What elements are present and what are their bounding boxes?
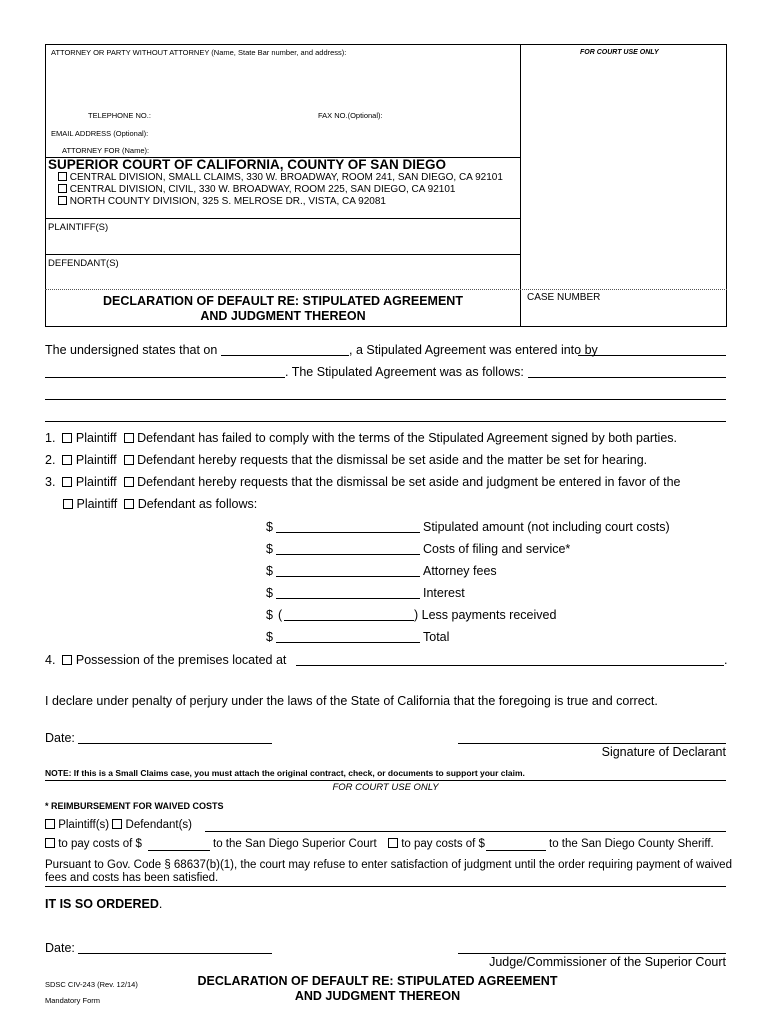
division-option-small-claims[interactable] xyxy=(58,172,503,183)
interest-field[interactable] xyxy=(276,598,420,599)
gov-code-text: Pursuant to Gov. Code § 68637(b)(1), the court may refuse to enter satisfaction of judgment until the order requiring payment of waived fees and costs has been satisfied. xyxy=(45,859,732,884)
plaintiff-checkbox[interactable] xyxy=(63,499,73,509)
costs-field[interactable] xyxy=(276,554,420,555)
checkbox[interactable] xyxy=(58,172,67,181)
pay-costs-label: to pay costs of $ xyxy=(401,838,485,850)
item-text: hereby requests that the dismissal be set aside and judgment be entered in favor of the xyxy=(198,475,681,489)
court-costs-field[interactable] xyxy=(148,850,210,851)
pay-costs-sheriff xyxy=(388,838,485,850)
defendant-label: Defendant xyxy=(137,475,195,489)
dollar-sign: $ xyxy=(266,564,273,578)
defendants-label: Defendant(s) xyxy=(125,819,193,831)
telephone-label: TELEPHONE NO.: xyxy=(88,111,151,120)
stipulated-amount-field[interactable] xyxy=(276,532,420,533)
doc-title xyxy=(46,294,520,324)
agreement-terms-field-1[interactable] xyxy=(528,377,726,378)
amount-label: ) Less payments received xyxy=(414,608,557,622)
plaintiffs-checkbox[interactable] xyxy=(45,819,55,829)
plaintiff-checkbox[interactable] xyxy=(62,433,72,443)
item-number: 3. xyxy=(45,475,56,489)
amount-label: Total xyxy=(423,630,450,644)
declaration-text: I declare under penalty of perjury under the laws of the State of California that the foregoing is true and correct. xyxy=(45,694,658,708)
signature-label: Signature of Declarant xyxy=(601,745,726,759)
judge-signature-field[interactable] xyxy=(458,953,726,954)
parties-field-2[interactable] xyxy=(45,377,285,378)
dollar-sign: $ xyxy=(266,542,273,556)
item-3 xyxy=(45,475,681,489)
defendant-checkbox[interactable] xyxy=(124,433,134,443)
court-use-only-label: FOR COURT USE ONLY xyxy=(332,782,439,793)
checkbox[interactable] xyxy=(58,196,67,205)
divider xyxy=(45,886,726,887)
ordered-text xyxy=(45,897,162,911)
item-2 xyxy=(45,453,647,467)
ordered-period: . xyxy=(158,897,163,911)
pay-costs-court xyxy=(45,838,142,850)
parties-field-1[interactable] xyxy=(578,355,726,356)
defendant-label: Defendant xyxy=(137,453,195,467)
dollar-sign: $ xyxy=(266,520,273,534)
pay-costs-court-tail: to the San Diego Superior Court xyxy=(213,838,377,850)
court-title: SUPERIOR COURT OF CALIFORNIA, COUNTY OF SAN DIEGO xyxy=(48,157,447,172)
plaintiff-checkbox[interactable] xyxy=(62,477,72,487)
defendant-checkbox[interactable] xyxy=(124,499,134,509)
premises-address-field[interactable] xyxy=(296,665,724,666)
agreement-terms-field-2[interactable] xyxy=(45,399,726,400)
item-number: 2. xyxy=(45,453,56,467)
pay-sheriff-checkbox[interactable] xyxy=(388,838,398,848)
doc-title-line-1: DECLARATION OF DEFAULT RE: STIPULATED AGREEMENT xyxy=(103,294,463,308)
date-label-2: Date: xyxy=(45,941,75,955)
court-use-label: FOR COURT USE ONLY xyxy=(580,49,659,56)
amount-label: Interest xyxy=(423,586,465,600)
footer-title xyxy=(190,974,565,1004)
item-1 xyxy=(45,431,677,445)
checkbox[interactable] xyxy=(58,184,67,193)
item-text: hereby requests that the dismissal be set aside and the matter be set for hearing. xyxy=(198,453,648,467)
division-label: CENTRAL DIVISION, CIVIL, 330 W. BROADWAY, ROOM 225, SAN DIEGO, CA 92101 xyxy=(69,184,456,195)
case-number-label: CASE NUMBER xyxy=(527,292,601,303)
item-4 xyxy=(45,653,286,667)
form-number: SDSC CIV-243 (Rev. 12/14) xyxy=(45,980,138,989)
defendant-label: DEFENDANT(S) xyxy=(48,258,119,269)
mandatory-form: Mandatory Form xyxy=(45,996,101,1005)
judge-label: Judge/Commissioner of the Superior Court xyxy=(489,955,726,969)
ordered-label: IT IS SO ORDERED xyxy=(45,897,159,911)
order-date-field[interactable] xyxy=(78,953,272,954)
note-text: NOTE: If this is a Small Claims case, you must attach the original contract, check, or documents to support your claim. xyxy=(45,768,525,778)
plaintiff-label: PLAINTIFF(S) xyxy=(48,222,109,233)
agreement-date-field[interactable] xyxy=(221,355,349,356)
item-3-continuation xyxy=(63,497,257,511)
amount-label: Attorney fees xyxy=(423,564,497,578)
divider xyxy=(45,780,726,781)
open-paren: ( xyxy=(278,608,283,622)
item-number: 4. xyxy=(45,653,56,667)
attorney-label: ATTORNEY OR PARTY WITHOUT ATTORNEY (Name, State Bar number, and address): xyxy=(51,48,347,57)
plaintiff-checkbox[interactable] xyxy=(62,455,72,465)
division-option-north-county[interactable] xyxy=(58,196,386,207)
reimbursement-title: * REIMBURSEMENT FOR WAIVED COSTS xyxy=(45,801,224,811)
dollar-sign: $ xyxy=(266,608,273,622)
division-option-civil[interactable] xyxy=(58,184,455,195)
defendant-label: Defendant xyxy=(137,497,196,511)
footer-title-line-1: DECLARATION OF DEFAULT RE: STIPULATED AGREEMENT xyxy=(197,974,558,988)
plaintiff-label: Plaintiff xyxy=(75,475,117,489)
agreement-terms-field-3[interactable] xyxy=(45,421,726,422)
footer-title-line-2: AND JUDGMENT THEREON xyxy=(294,989,461,1003)
attorney-fees-field[interactable] xyxy=(276,576,420,577)
amount-label: Stipulated amount (not including court costs) xyxy=(423,520,670,534)
possession-checkbox[interactable] xyxy=(62,655,72,665)
sheriff-costs-field[interactable] xyxy=(486,850,546,851)
pay-court-checkbox[interactable] xyxy=(45,838,55,848)
attorney-for-label: ATTORNEY FOR (Name): xyxy=(62,146,150,155)
item-text: Possession of the premises located at xyxy=(75,653,287,667)
defendant-checkbox[interactable] xyxy=(124,455,134,465)
dollar-sign: $ xyxy=(266,586,273,600)
reimbursement-parties-field[interactable] xyxy=(205,831,726,832)
pay-costs-sheriff-tail: to the San Diego County Sheriff. xyxy=(549,838,714,850)
defendant-label: Defendant xyxy=(137,431,195,445)
division-label: NORTH COUNTY DIVISION, 325 S. MELROSE DR., VISTA, CA 92081 xyxy=(69,196,386,207)
date-label: Date: xyxy=(45,731,75,745)
reimbursement-parties xyxy=(45,819,192,831)
defendants-checkbox[interactable] xyxy=(112,819,122,829)
payments-field[interactable] xyxy=(284,620,414,621)
plaintiff-label: Plaintiff xyxy=(75,453,117,467)
plaintiff-label: Plaintiff xyxy=(75,431,117,445)
amount-label: Costs of filing and service* xyxy=(423,542,571,556)
pay-costs-label: to pay costs of $ xyxy=(58,838,142,850)
intro-text-3: . The Stipulated Agreement was as follows: xyxy=(285,365,524,379)
doc-title-line-2: AND JUDGMENT THEREON xyxy=(200,309,366,323)
declaration-date-field[interactable] xyxy=(78,743,272,744)
intro-text-2: , a Stipulated Agreement was entered into by xyxy=(349,343,598,357)
plaintiffs-label: Plaintiff(s) xyxy=(58,819,110,831)
defendant-checkbox[interactable] xyxy=(124,477,134,487)
division-label: CENTRAL DIVISION, SMALL CLAIMS, 330 W. BROADWAY, ROOM 241, SAN DIEGO, CA 92101 xyxy=(69,172,503,183)
item-text: as follows: xyxy=(198,497,258,511)
intro-text-1: The undersigned states that on xyxy=(45,343,218,357)
item-text: has failed to comply with the terms of the Stipulated Agreement signed by both parties. xyxy=(198,431,677,445)
total-field[interactable] xyxy=(276,642,420,643)
plaintiff-label: Plaintiff xyxy=(76,497,118,511)
fax-label: FAX NO.(Optional): xyxy=(318,111,383,120)
email-label: EMAIL ADDRESS (Optional): xyxy=(51,129,149,138)
item-number: 1. xyxy=(45,431,56,445)
dollar-sign: $ xyxy=(266,630,273,644)
declarant-signature-field[interactable] xyxy=(458,743,726,744)
period: . xyxy=(724,653,728,667)
